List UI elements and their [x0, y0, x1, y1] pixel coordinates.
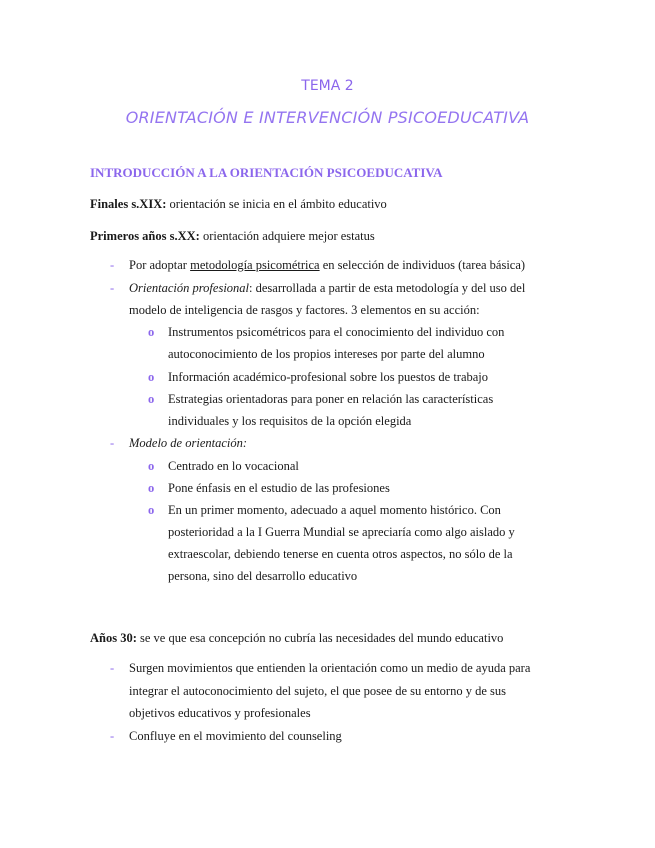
primeros-label: Primeros años s.XX:	[90, 229, 200, 243]
finales-paragraph	[90, 196, 387, 212]
item3-sub3-line2: posterioridad a la I Guerra Mundial se apreciaría como algo aislado y	[168, 525, 515, 539]
primeros-paragraph	[90, 228, 375, 244]
item2-sub2: Información académico-profesional sobre los puestos de trabajo	[168, 370, 489, 384]
page-subtitle: ORIENTACIÓN E INTERVENCIÓN PSICOEDUCATIVA	[125, 108, 530, 127]
item3-sub1: Centrado en lo vocacional	[168, 459, 299, 473]
item5: Confluye en el movimiento del counseling	[129, 729, 342, 743]
circle-bullet: o	[148, 325, 155, 339]
item1-pre: Por adoptar	[129, 258, 191, 272]
item4-line2: integrar el autoconocimiento del sujeto, el que posee de su entorno y de sus	[129, 684, 506, 698]
item2-line2: modelo de inteligencia de rasgos y factores. 3 elementos en su acción:	[129, 303, 480, 317]
dash-bullet: -	[110, 258, 115, 272]
anos30-label: Años 30:	[90, 631, 137, 645]
item4-line1: Surgen movimientos que entienden la orientación como un medio de ayuda para	[129, 661, 531, 675]
item2-sub1-line1: Instrumentos psicométricos para el conocimiento del individuo con	[168, 325, 505, 339]
finales-text: orientación se inicia en el ámbito educativo	[166, 197, 387, 211]
finales-label: Finales s.XIX:	[90, 197, 167, 211]
anos30-paragraph	[90, 630, 503, 646]
dash-bullet: -	[110, 661, 115, 675]
primeros-text: orientación adquiere mejor estatus	[199, 229, 375, 243]
dash-bullet: -	[110, 729, 115, 743]
item3-sub3-line4: persona, sino del desarrollo educativo	[168, 569, 358, 583]
list-item-orientacion-profesional	[129, 280, 525, 296]
item3-sub3-line1: En un primer momento, adecuado a aquel momento histórico. Con	[168, 503, 501, 517]
circle-bullet: o	[148, 392, 155, 406]
item1-post: en selección de individuos (tarea básica)	[319, 258, 526, 272]
section-heading: INTRODUCCIÓN A LA ORIENTACIÓN PSICOEDUCATIVA	[90, 165, 443, 180]
dash-bullet: -	[110, 436, 115, 450]
item3-sub3-line3: extraescolar, debiendo tenerse en cuenta otros aspectos, no sólo de la	[168, 547, 513, 561]
item3-label: Modelo de orientación:	[129, 436, 248, 450]
list-item-metodologia	[129, 257, 525, 273]
item2-line1-rest: : desarrollada a partir de esta metodología y del uso del	[249, 281, 526, 295]
circle-bullet: o	[148, 503, 155, 517]
circle-bullet: o	[148, 370, 155, 384]
item2-sub3-line1: Estrategias orientadoras para poner en relación las características	[168, 392, 494, 406]
item2-sub1-line2: autoconocimiento de los propios intereses por parte del alumno	[168, 347, 485, 361]
page-title: TEMA 2	[301, 78, 354, 94]
circle-bullet: o	[148, 459, 155, 473]
dash-bullet: -	[110, 281, 115, 295]
anos30-text: se ve que esa concepción no cubría las necesidades del mundo educativo	[136, 631, 504, 645]
item2-label: Orientación profesional	[129, 281, 250, 295]
item3-sub2: Pone énfasis en el estudio de las profesiones	[168, 481, 390, 495]
item4-line3: objetivos educativos y profesionales	[129, 706, 311, 720]
item2-sub3-line2: individuales y los requisitos de la opción elegida	[168, 414, 412, 428]
metodologia-link: metodología psicométrica	[190, 258, 320, 272]
circle-bullet: o	[148, 481, 155, 495]
